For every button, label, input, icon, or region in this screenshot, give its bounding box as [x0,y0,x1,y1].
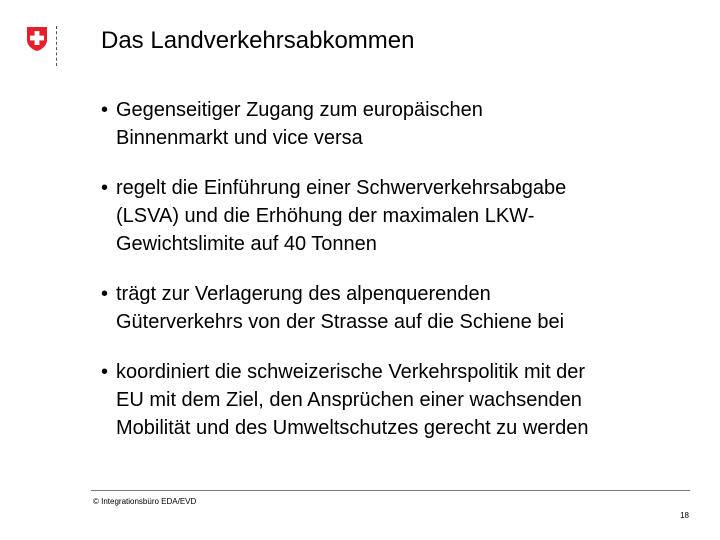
bullet-item [101,358,701,442]
footer-copyright: © Integrationsbüro EDA/EVD [93,497,197,506]
bullet-item [101,96,701,152]
bullet-marker: • [101,283,109,305]
page-number: 18 [680,511,689,520]
bullet-list [101,96,701,464]
slide-title: Das Landverkehrsabkommen [101,27,415,54]
bullet-text: Gegenseitiger Zugang zum europäischen Binnenmarkt und vice versa [116,99,483,149]
bullet-text: trägt zur Verlagerung des alpenquerenden Güterverkehrs von der Strasse auf die Schiene bei [116,283,565,333]
bullet-marker: • [101,361,109,383]
swiss-cross-shield-icon [26,26,48,52]
bullet-text: koordiniert die schweizerische Verkehrspolitik mit der EU mit dem Ziel, den Ansprüchen einer wachsenden Mobilität und des Umweltschutzes gerecht zu werden [116,361,589,439]
bullet-text: regelt die Einführung einer Schwerverkehrsabgabe (LSVA) und die Erhöhung der maximalen LKW- Gewichtslimite auf 40 Tonnen [116,177,567,255]
bullet-marker: • [101,99,109,121]
bullet-item [101,280,701,336]
bullet-item [101,174,701,258]
bullet-marker: • [101,177,109,199]
footer-divider [91,490,690,491]
logo-divider [56,26,57,66]
